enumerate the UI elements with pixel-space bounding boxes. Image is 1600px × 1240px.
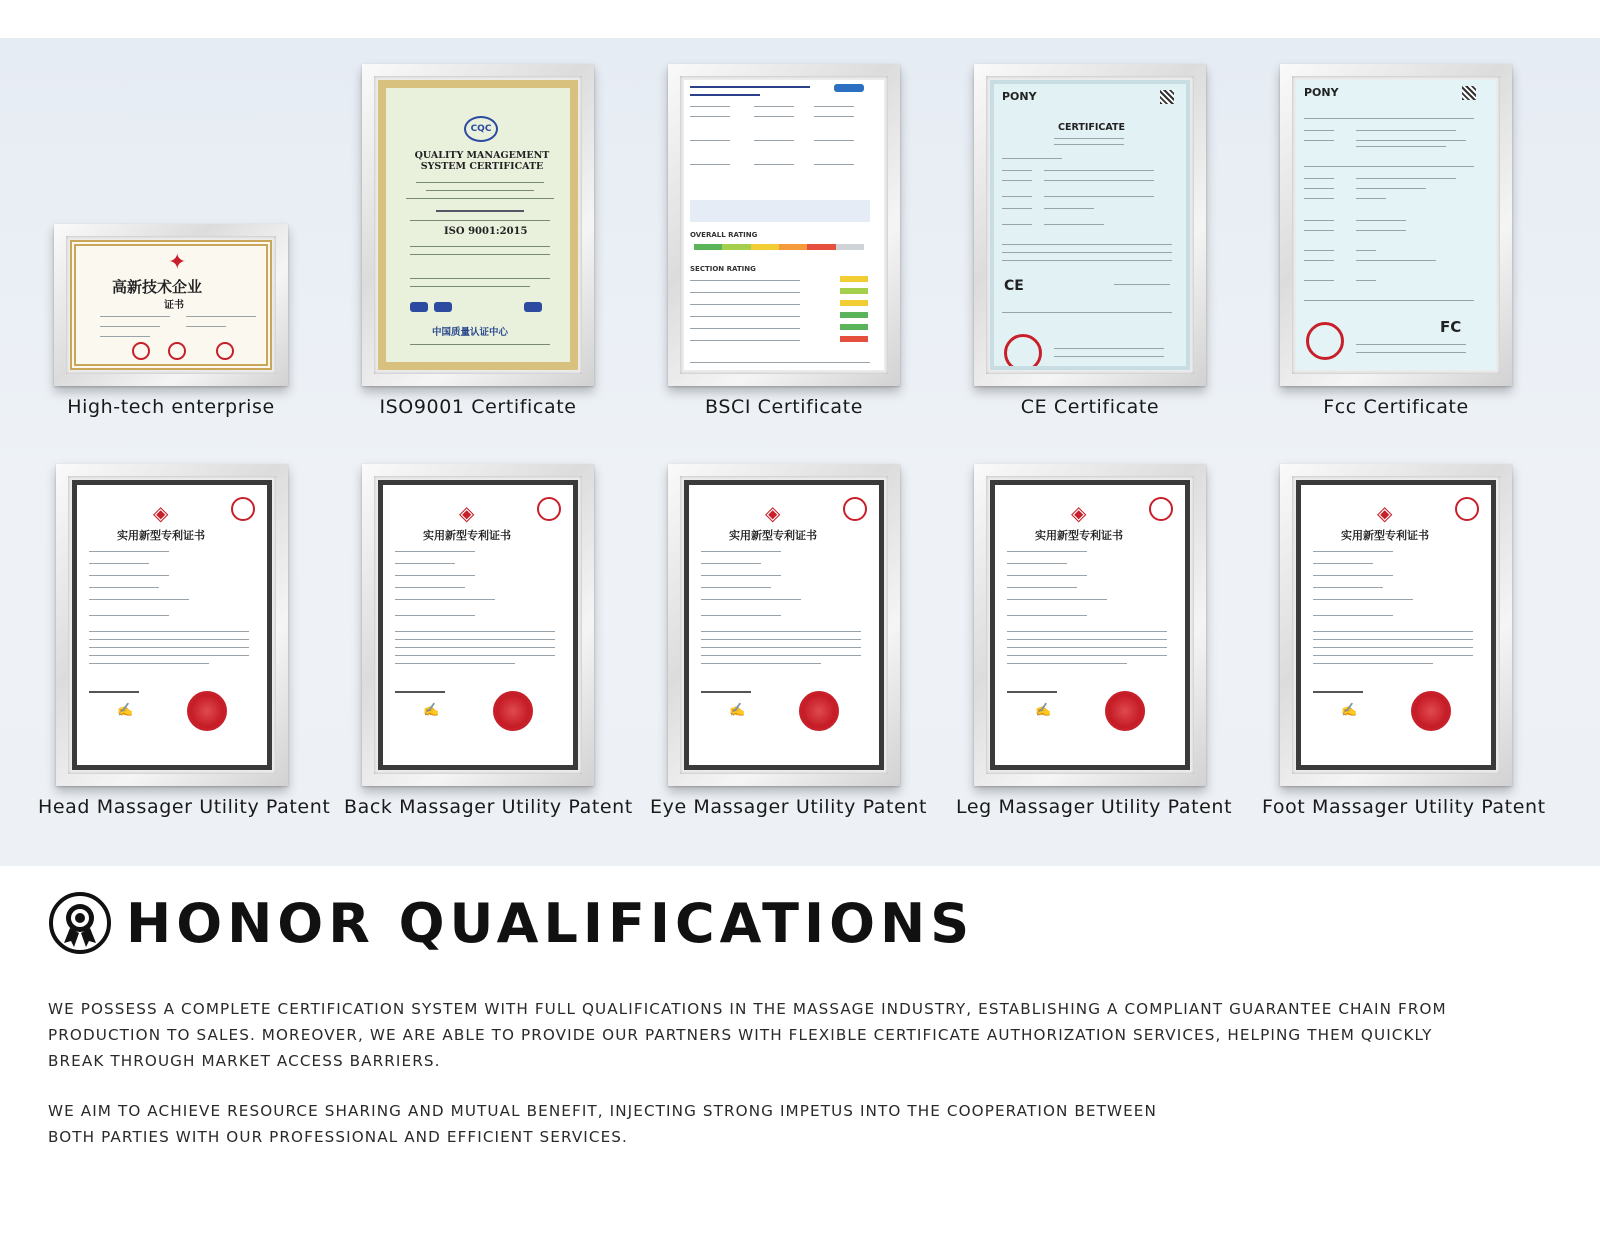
patent-caption: Head Massager Utility Patent	[38, 796, 331, 818]
closing-paragraph: WE AIM TO ACHIEVE RESOURCE SHARING AND MUTUAL BENEFIT, INJECTING STRONG IMPETUS INTO THE COOPERATION BETWEEN BOTH PARTIES WITH OUR PROFESSIONAL AND EFFICIENT SERVICES.	[48, 1102, 1157, 1146]
patent-paper	[72, 480, 272, 770]
patent-paper	[1296, 480, 1496, 770]
award-medal-icon	[48, 891, 112, 955]
patent-caption: Foot Massager Utility Patent	[1262, 796, 1546, 818]
red-seal-icon	[493, 691, 533, 731]
certificate-caption: High-tech enterprise	[67, 396, 275, 418]
certificate-paper	[990, 80, 1190, 370]
section-heading	[48, 888, 974, 958]
certificate-frame-bsci	[668, 64, 900, 386]
pony-brand: PONY	[1304, 86, 1339, 99]
red-seal-icon	[187, 691, 227, 731]
paper-title: 实用新型专利证书	[729, 529, 817, 542]
paper-standard: ISO 9001:2015	[444, 226, 528, 237]
flame-logo-icon: ✦	[168, 250, 187, 275]
signature: ✍	[117, 703, 134, 718]
patent-logo-icon: ◈	[765, 501, 781, 525]
certificate-paper	[1296, 80, 1496, 370]
patent-logo-icon: ◈	[153, 501, 169, 525]
qr-code-icon	[1160, 90, 1174, 104]
patent-frame-head	[56, 464, 288, 786]
certificate-paper	[378, 80, 578, 370]
patent-logo-icon: ◈	[459, 501, 475, 525]
patent-caption: Eye Massager Utility Patent	[650, 796, 928, 818]
paper-title: 实用新型专利证书	[1341, 529, 1429, 542]
paper-subtitle: 证书	[164, 300, 184, 311]
patent-frame-eye	[668, 464, 900, 786]
patent-paper	[684, 480, 884, 770]
signature: ✍	[1035, 703, 1052, 718]
page-title: HONOR QUALIFICATIONS	[126, 891, 975, 955]
red-seal-icon	[1411, 691, 1451, 731]
red-seal-icon	[799, 691, 839, 731]
signature: ✍	[1341, 703, 1358, 718]
paper-title: 实用新型专利证书	[1035, 529, 1123, 542]
seal-icon	[1004, 334, 1042, 370]
certificate-frame-iso9001	[362, 64, 594, 386]
certificate-caption: ISO9001 Certificate	[379, 396, 577, 418]
patent-frame-back	[362, 464, 594, 786]
paper-title: 实用新型专利证书	[117, 529, 205, 542]
certificate-frame-high-tech	[54, 224, 288, 386]
cqc-logo: CQC	[464, 116, 498, 142]
patent-paper	[990, 480, 1190, 770]
signature: ✍	[729, 703, 746, 718]
ce-mark-icon: CE	[1004, 278, 1024, 294]
certificate-paper	[684, 80, 884, 370]
certificate-caption: CE Certificate	[1020, 396, 1160, 418]
paper-footer: 中国质量认证中心	[432, 327, 509, 338]
patent-caption: Leg Massager Utility Patent	[956, 796, 1233, 818]
paper-title: OVERALL RATING	[690, 231, 758, 239]
fcc-mark-icon: FC	[1440, 318, 1462, 336]
certificate-frame-ce	[974, 64, 1206, 386]
paper-subtitle: SECTION RATING	[690, 265, 756, 273]
patent-logo-icon: ◈	[1071, 501, 1087, 525]
patent-paper	[378, 480, 578, 770]
seal-icon	[1306, 322, 1344, 360]
paper-title: 实用新型专利证书	[423, 529, 511, 542]
qr-code-icon	[1462, 86, 1476, 100]
patent-frame-leg	[974, 464, 1206, 786]
paper-title: CERTIFICATE	[1058, 122, 1125, 133]
certificate-gallery	[0, 38, 1600, 866]
signature: ✍	[423, 703, 440, 718]
patent-logo-icon: ◈	[1377, 501, 1393, 525]
pony-brand: PONY	[1002, 90, 1037, 103]
intro-paragraph: WE POSSESS A COMPLETE CERTIFICATION SYSTEM WITH FULL QUALIFICATIONS IN THE MASSAGE INDUSTRY, ESTABLISHING A COMPLIANT GUARANTEE CHAIN FROM PRODUCTION TO SALES. MOREOVER, WE ARE ABLE TO PROVIDE OUR PARTNERS WITH FLEXIBLE CERTIFICATE AUTHORIZATION SERVICES, HELPING THEM QUICKLY BREAK THROUGH MARKET ACCESS BARRIERS.	[48, 1000, 1447, 1070]
certificate-paper	[70, 240, 272, 370]
patent-caption: Back Massager Utility Patent	[344, 796, 633, 818]
red-seal-icon	[1105, 691, 1145, 731]
certificate-caption: Fcc Certificate	[1323, 396, 1469, 418]
certificate-caption: BSCI Certificate	[705, 396, 863, 418]
paper-title: 高新技术企业	[112, 278, 203, 296]
certificate-frame-fcc	[1280, 64, 1512, 386]
paper-title: QUALITY MANAGEMENT SYSTEM CERTIFICATE	[414, 150, 550, 172]
patent-frame-foot	[1280, 464, 1512, 786]
